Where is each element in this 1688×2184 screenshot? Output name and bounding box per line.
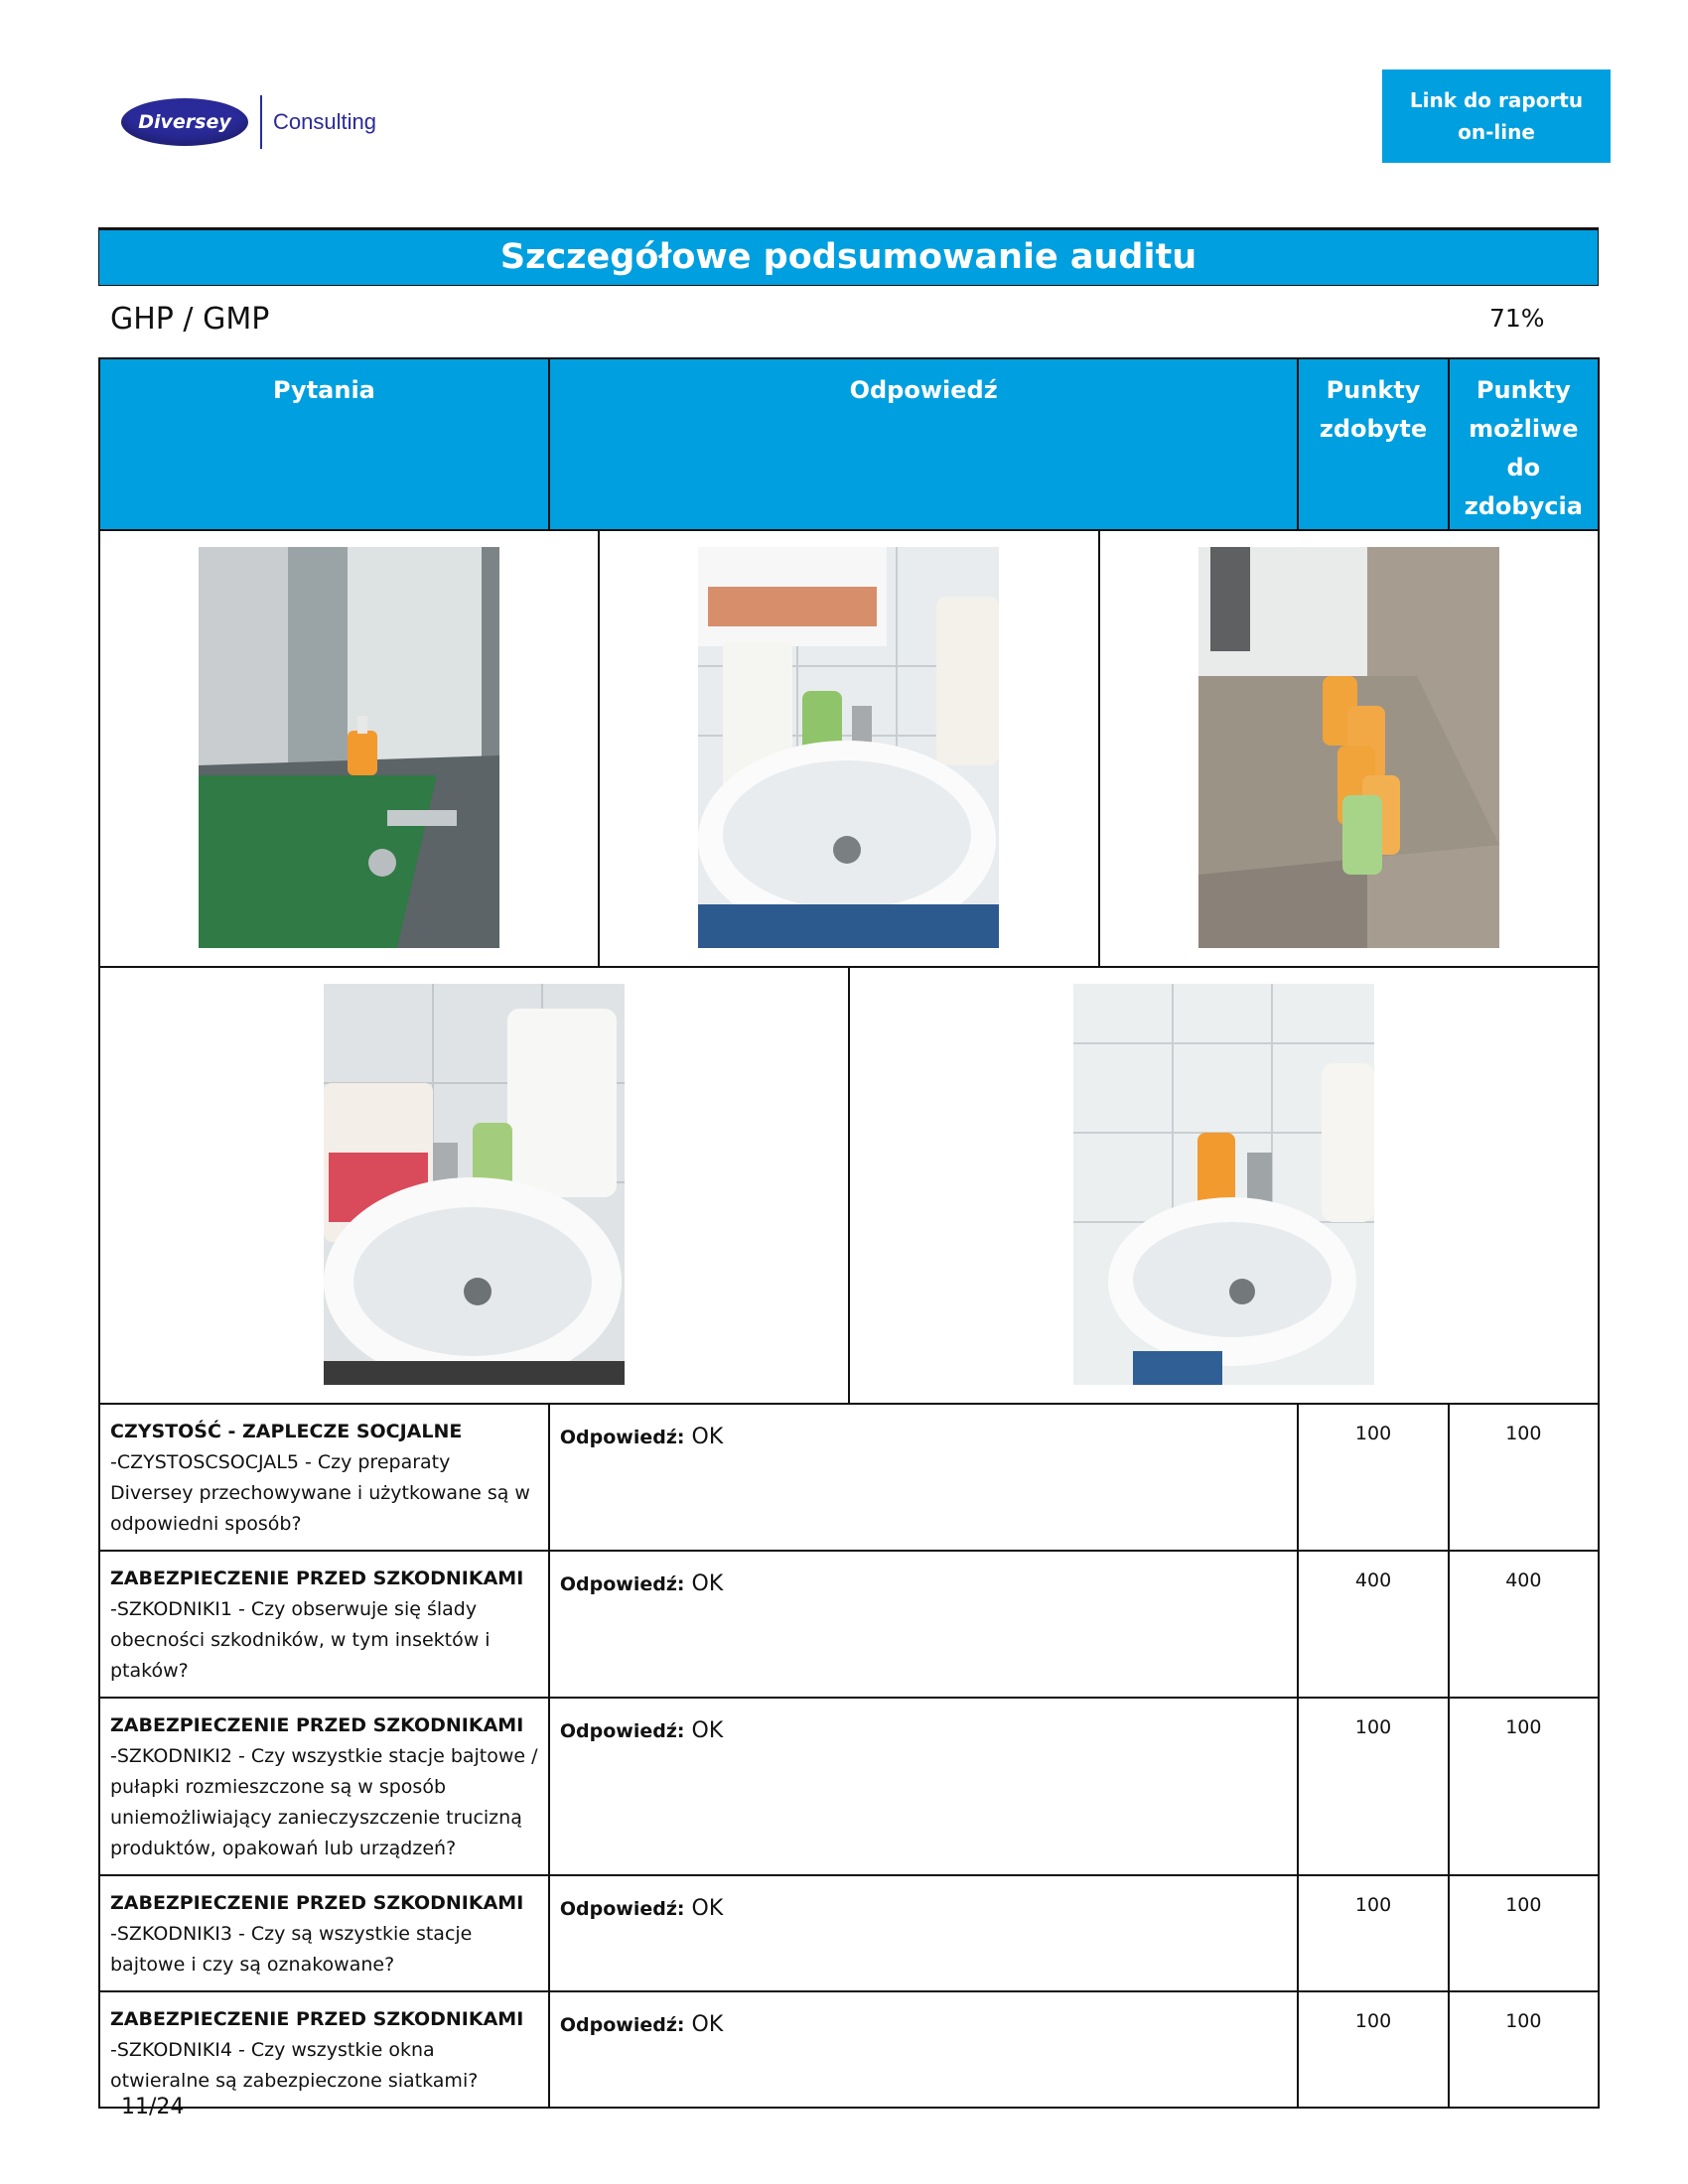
answer-label: Odpowiedź:	[559, 1427, 685, 1448]
points-scored: 100	[1298, 1875, 1448, 1991]
answer-label: Odpowiedź:	[559, 1898, 685, 1920]
logo-brand: Diversey	[121, 98, 248, 146]
header-questions: Pytania	[99, 358, 549, 530]
points-scored: 100	[1298, 1404, 1448, 1551]
section-name: GHP / GMP	[110, 302, 270, 337]
header-points-possible: Punkty możliwe do zdobycia	[1449, 358, 1599, 530]
table-row	[99, 1991, 1599, 2108]
question-category: ZABEZPIECZENIE PRZED SZKODNIKAMI	[110, 1568, 524, 1589]
question-text: -SZKODNIKI4 - Czy wszystkie okna otwieralne są zabezpieczone siatkami?	[110, 2039, 479, 2092]
diversey-consulting-logo	[121, 74, 409, 169]
table-row	[99, 1404, 1599, 1551]
table-row	[99, 1698, 1599, 1875]
answer-value: OK	[691, 1571, 724, 1596]
sink-with-toilet-paper-photo[interactable]	[324, 984, 625, 1385]
photo-row	[99, 967, 1599, 1404]
sink-with-paper-towel-photo[interactable]	[698, 547, 999, 948]
photo-row	[99, 530, 1599, 967]
answer-label: Odpowiedź:	[559, 1573, 685, 1595]
report-link-line1: Link do raportu	[1409, 88, 1584, 112]
answer-value: OK	[691, 1896, 724, 1921]
page-number: 11/24	[121, 2095, 185, 2119]
points-scored: 100	[1298, 1991, 1448, 2108]
sink-with-orange-soap-photo[interactable]	[1073, 984, 1374, 1385]
answer-label: Odpowiedź:	[559, 2014, 685, 2036]
answer-value: OK	[691, 2012, 724, 2037]
online-report-link-button[interactable]	[1382, 69, 1611, 163]
sink-with-green-mat-photo[interactable]	[199, 547, 499, 948]
report-link-line2: on-line	[1458, 120, 1535, 144]
points-possible: 100	[1449, 1404, 1599, 1551]
answer-value: OK	[691, 1425, 724, 1449]
points-possible: 400	[1449, 1551, 1599, 1698]
question-category: ZABEZPIECZENIE PRZED SZKODNIKAMI	[110, 1892, 524, 1914]
question-text: -CZYSTOSCSOCJAL5 - Czy preparaty Diversey przechowywane i użytkowane są w odpowiedni sposób?	[110, 1451, 530, 1535]
table-row	[99, 1551, 1599, 1698]
section-score: 71%	[1489, 304, 1545, 333]
points-possible: 100	[1449, 1698, 1599, 1875]
question-category: ZABEZPIECZENIE PRZED SZKODNIKAMI	[110, 1714, 524, 1736]
points-possible: 100	[1449, 1991, 1599, 2108]
soap-bottles-in-cabinet-photo[interactable]	[1198, 547, 1499, 948]
question-text: -SZKODNIKI1 - Czy obserwuje się ślady obecności szkodników, w tym insektów i ptaków?	[110, 1598, 491, 1682]
logo-divider	[260, 95, 262, 149]
answer-value: OK	[691, 1718, 724, 1743]
audit-table	[98, 357, 1600, 2109]
points-scored: 400	[1298, 1551, 1448, 1698]
table-row	[99, 1875, 1599, 1991]
question-category: CZYSTOŚĆ - ZAPLECZE SOCJALNE	[110, 1421, 463, 1442]
points-scored: 100	[1298, 1698, 1448, 1875]
header-points-scored: Punkty zdobyte	[1298, 358, 1448, 530]
question-category: ZABEZPIECZENIE PRZED SZKODNIKAMI	[110, 2008, 524, 2030]
answer-label: Odpowiedź:	[559, 1720, 685, 1742]
table-header-row	[99, 358, 1599, 530]
points-possible: 100	[1449, 1875, 1599, 1991]
logo-sub: Consulting	[273, 108, 376, 134]
summary-title: Szczegółowe podsumowanie auditu	[98, 227, 1599, 286]
question-text: -SZKODNIKI3 - Czy są wszystkie stacje bajtowe i czy są oznakowane?	[110, 1923, 473, 1976]
header-answer: Odpowiedź	[549, 358, 1298, 530]
question-text: -SZKODNIKI2 - Czy wszystkie stacje bajtowe / pułapki rozmieszczone są w sposób uniemożliwiający zanieczyszczenie trucizną produktów, opakowań lub urządzeń?	[110, 1745, 538, 1859]
